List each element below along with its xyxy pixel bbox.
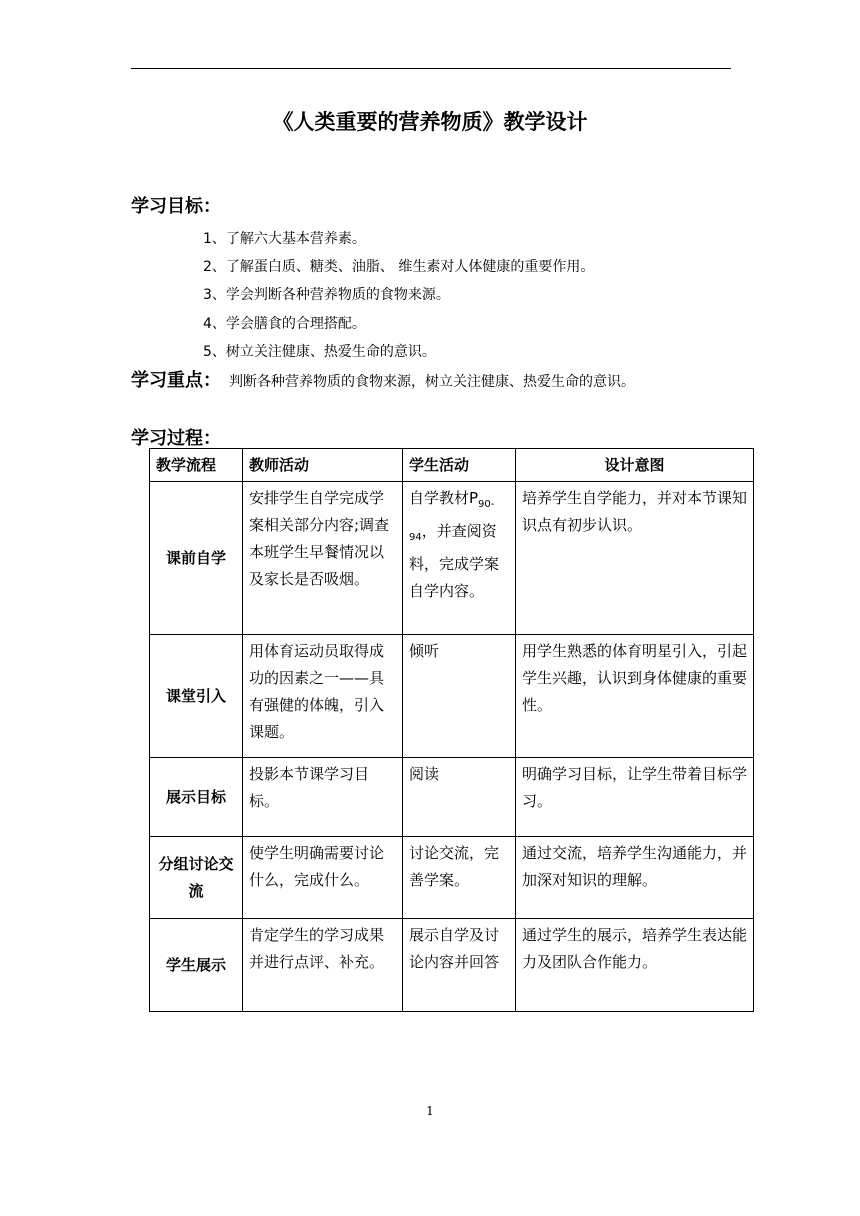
student-activity-cell: 倾听 <box>403 635 516 758</box>
table-row <box>150 482 754 635</box>
column-header: 设计意图 <box>516 449 754 482</box>
student-activity-cell <box>403 482 516 635</box>
table-row <box>150 837 754 919</box>
stage-cell: 分组讨论交流 <box>150 837 243 919</box>
column-header: 学生活动 <box>403 449 516 482</box>
student-activity-cell: 展示自学及讨论内容并回答 <box>403 919 516 1012</box>
objective-item: 2、了解蛋白质、糖类、油脂、 维生素对人体健康的重要作用。 <box>203 259 595 275</box>
teacher-activity-cell: 投影本节课学习目标。 <box>243 758 403 837</box>
column-header: 教学流程 <box>150 449 243 482</box>
design-intent-cell: 用学生熟悉的体育明星引入，引起学生兴趣，认识到身体健康的重要性。 <box>516 635 754 758</box>
document-title: 《人类重要的营养物质》教学设计 <box>272 110 588 134</box>
stage-cell: 展示目标 <box>150 758 243 837</box>
objectives-heading: 学习目标： <box>131 196 221 217</box>
objective-item: 3、学会判断各种营养物质的食物来源。 <box>203 287 450 303</box>
stage-cell: 学生展示 <box>150 919 243 1012</box>
student-activity-cell: 讨论交流，完善学案。 <box>403 837 516 919</box>
objective-item: 4、学会膳食的合理搭配。 <box>203 316 366 332</box>
teacher-activity-cell: 肯定学生的学习成果并进行点评、补充。 <box>243 919 403 1012</box>
student-activity-text: ，并查阅资料，完成学案自学内容。 <box>409 522 500 600</box>
design-intent-cell: 通过学生的展示，培养学生表达能力及团队合作能力。 <box>516 919 754 1012</box>
teacher-activity-cell: 安排学生自学完成学案相关部分内容;调查本班学生早餐情况以及家长是否吸烟。 <box>243 482 403 635</box>
design-intent-cell: 明确学习目标，让学生带着目标学习。 <box>516 758 754 837</box>
teaching-process-table <box>149 448 754 1012</box>
teacher-activity-cell: 用体育运动员取得成功的因素之一——具有强健的体魄，引入课题。 <box>243 635 403 758</box>
objective-item: 5、树立关注健康、热爱生命的意识。 <box>203 344 436 360</box>
stage-cell: 课前自学 <box>150 482 243 635</box>
stage-cell: 课堂引入 <box>150 635 243 758</box>
column-header: 教师活动 <box>243 449 403 482</box>
page-number: 1 <box>426 1104 434 1118</box>
design-intent-cell: 通过交流，培养学生沟通能力，并加深对知识的理解。 <box>516 837 754 919</box>
process-heading: 学习过程： <box>131 428 221 449</box>
table-header-row <box>150 449 754 482</box>
table-row <box>150 758 754 837</box>
focus-text: 判断各种营养物质的食物来源，树立关注健康、热爱生命的意识。 <box>229 374 635 390</box>
objective-item: 1、了解六大基本营养素。 <box>203 231 366 247</box>
design-intent-cell: 培养学生自学能力，并对本节课知识点有初步认识。 <box>516 482 754 635</box>
focus-line <box>131 366 635 392</box>
header-rule <box>131 68 731 69</box>
focus-heading: 学习重点： <box>131 370 221 391</box>
table-row <box>150 919 754 1012</box>
table-row <box>150 635 754 758</box>
page-range-subscript: 90-94 <box>409 499 495 543</box>
teacher-activity-cell: 使学生明确需要讨论什么，完成什么。 <box>243 837 403 919</box>
student-activity-text: 自学教材P <box>409 489 479 507</box>
student-activity-cell: 阅读 <box>403 758 516 837</box>
